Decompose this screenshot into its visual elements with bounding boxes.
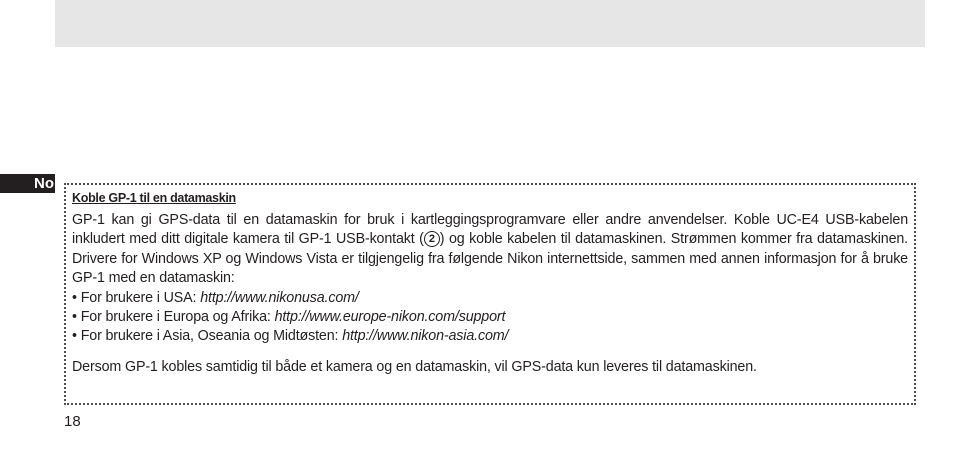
note-body-part2: ) og koble kabelen til datamaskinen. Strømmen kommer fra datamaskinen. Drivere for Windows XP og Windows Vista er tilgjengelig fra følgende Nikon internettside, sammen med annen informasjon for å bruke GP-1 med en datamaskin: bbox=[72, 231, 908, 287]
usb-connector-callout: 2 bbox=[424, 231, 440, 247]
header-band bbox=[55, 0, 925, 47]
list-item bbox=[72, 308, 908, 327]
list-item bbox=[72, 289, 908, 308]
link-asia[interactable]: http://www.nikon-asia.com/ bbox=[342, 328, 509, 345]
link-label-usa: For brukere i USA: bbox=[80, 289, 201, 306]
note-title: Koble GP-1 til en datamaskin bbox=[72, 191, 236, 205]
note-body bbox=[72, 211, 908, 289]
note-footer: Dersom GP-1 kobles samtidig til både et kamera og en datamaskin, vil GPS-data kun leveres til datamaskinen. bbox=[72, 358, 757, 375]
page-number: 18 bbox=[64, 413, 81, 430]
list-item bbox=[72, 327, 908, 346]
link-label-asia: For brukere i Asia, Oseania og Midtøsten: bbox=[80, 328, 343, 345]
link-label-europe: For brukere i Europa og Afrika: bbox=[80, 309, 275, 326]
language-tab bbox=[0, 174, 55, 193]
note-body-part1: GP-1 kan gi GPS-data til en datamaskin for bruk i kartleggingsprogramvare eller andre anvendelser. Koble UC-E4 USB-kabelen inkludert med ditt digitale kamera til GP-1 USB-kontakt ( bbox=[72, 212, 908, 248]
note-box bbox=[64, 183, 916, 405]
support-link-list bbox=[72, 289, 908, 347]
link-europe[interactable]: http://www.europe-nikon.com/support bbox=[274, 309, 506, 326]
link-usa[interactable]: http://www.nikonusa.com/ bbox=[200, 289, 359, 306]
language-tab-label: No bbox=[34, 175, 54, 192]
